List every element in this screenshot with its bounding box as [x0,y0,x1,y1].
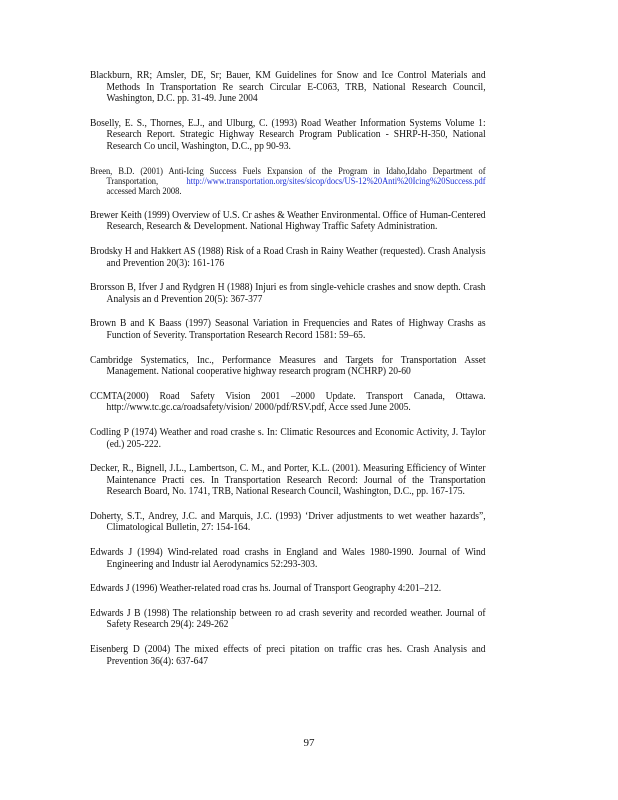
reference-entry: Brown B and K Baass (1997) Seasonal Variation in Frequencies and Rates of Highway Crashs as Function of Severity. Transportation Research Record 1581: 59–65. [90,318,486,341]
reference-link[interactable]: http://www.transportation.org/sites/sicop/docs/US-12%20Anti%20Icing%20Success.pdf [186,175,486,186]
reference-entry: Cambridge Systematics, Inc., Performance Measures and Targets for Transportation Asset Management. National cooperative highway research program (NCHRP) 20-60 [90,354,486,378]
reference-entry: Eisenberg D (2004) The mixed effects of preci pitation on traffic cras hes. Crash Analysis and Prevention 36(4): 637-647 [90,644,486,667]
reference-entry: Blackburn, RR; Amsler, DE, Sr; Bauer, KM Guidelines for Snow and Ice Control Materials and Methods In Transportation Re search Circular E-C063, TRB, National Research Council, Washington, D.C. pp. 31-49. June 2004 [90,70,486,105]
reference-entry: Doherty, S.T., Andrey, J.C. and Marquis, J.C. (1993) ‘Driver adjustments to wet weather hazards”, Climatological Bulletin, 27: 154-164. [90,510,486,534]
reference-entry: Decker, R., Bignell, J.L., Lambertson, C. M., and Porter, K.L. (2001). Measuring Efficiency of Winter Maintenance Practi ces. In Transportation Research Record: Journal of the Transportation Research Board, No. 1741, TRB, National Research Council, Washington, D.C., pp. 167-175. [90,463,486,498]
reference-entry: Edwards J B (1998) The relationship between ro ad crash severity and recorded weather. Journal of Safety Research 29(4): 249-262 [90,607,486,631]
reference-entry: Codling P (1974) Weather and road crashe s. In: Climatic Resources and Economic Activity, J. Taylor (ed.) 205-222. [90,426,486,450]
reference-entry: Boselly, E. S., Thornes, E.J., and Ulburg, C. (1993) Road Weather Information Systems Volume 1: Research Report. Strategic Highway Research Program Publication - SHRP-H-350, National Research Co uncil, Washington, D.C., pp 90-93. [90,117,486,152]
reference-entry: CCMTA(2000) Road Safety Vision 2001 –2000 Update. Transport Canada, Ottawa. http://www.tc.gc.ca/roadsafety/vision/ 2000/pdf/RSV.pdf, Acce ssed June 2005. [90,390,486,414]
reference-entry [90,166,486,197]
reference-entry: Brodsky H and Hakkert AS (1988) Risk of a Road Crash in Rainy Weather (requested). Crash Analysis and Prevention 20(3): 161-176 [90,245,486,269]
reference-entry: Edwards J (1994) Wind-related road crashs in England and Wales 1980-1990. Journal of Wind Engineering and Industr ial Aerodynamics 52:293-303. [90,547,486,570]
reference-entry: Brewer Keith (1999) Overview of U.S. Cr ashes & Weather Environmental. Office of Human-Centered Research, Research & Development. National Highway Traffic Safety Administration. [90,209,486,233]
reference-entry: Edwards J (1996) Weather-related road cras hs. Journal of Transport Geography 4:201–212. [90,583,442,595]
reference-list [90,70,486,680]
reference-entry: Brorsson B, Ifver J and Rydgren H (1988) Injuri es from single-vehicle crashes and snow depth. Crash Analysis an d Prevention 20(5): 367-377 [90,282,486,305]
reference-text: accessed March 2008. [106,186,182,197]
reference-text: Breen, B.D. (2001) Anti-Icing Success Fuels Expansion of the Program in Idaho,Idaho Department of Transportation, [90,165,486,186]
page-number: 97 [303,737,315,749]
